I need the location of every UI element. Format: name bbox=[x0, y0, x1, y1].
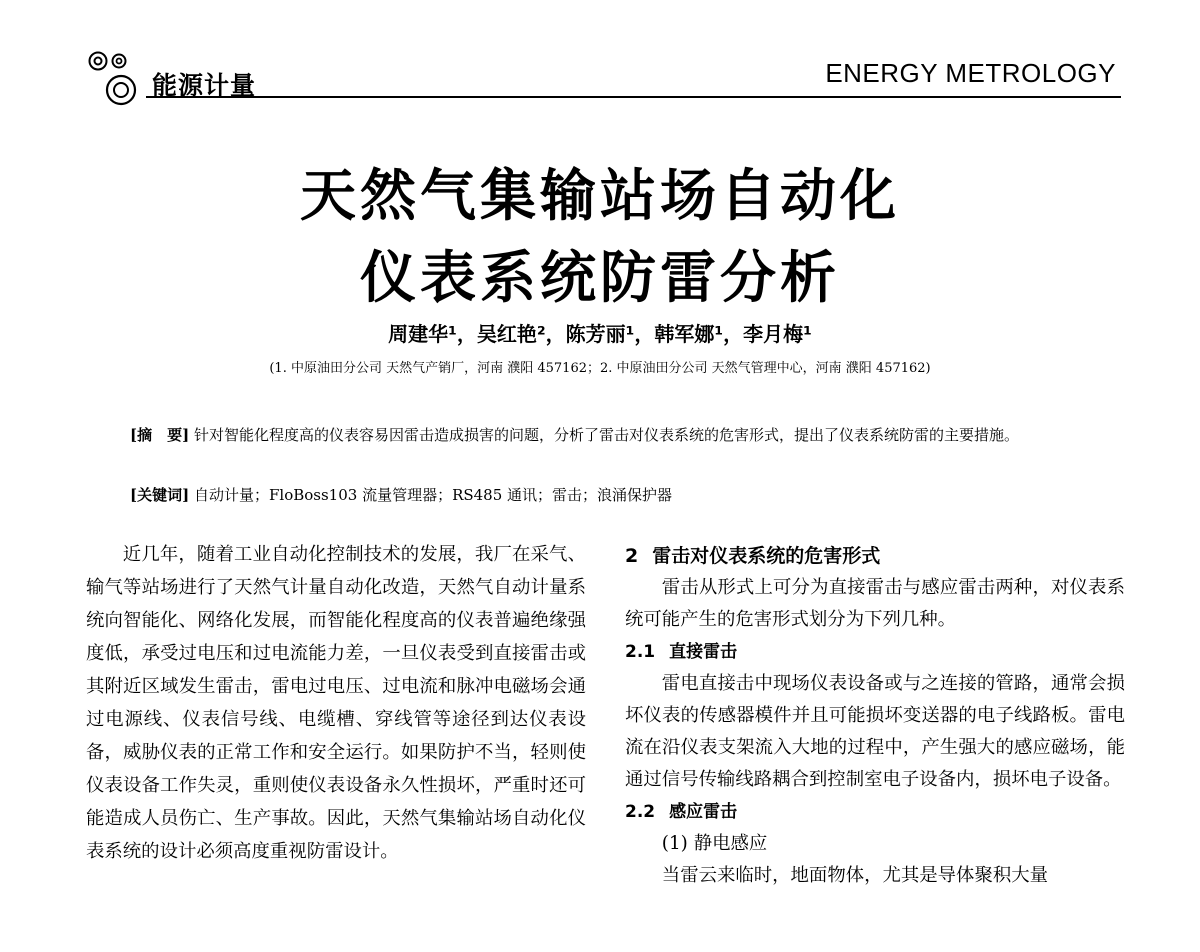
keywords-text: 自动计量；FloBoss103 流量管理器；RS485 通讯；雷击；浪涌保护器 bbox=[193, 486, 673, 504]
section-2-title: 雷击对仪表系统的危害形式 bbox=[652, 545, 881, 567]
journal-name-en: ENERGY METROLOGY bbox=[825, 58, 1116, 88]
intro-paragraph: 近几年，随着工业自动化控制技术的发展，我厂在采气、输气等站场进行了天然气计量自动化改造，天然气自动计量系统向智能化、网络化发展，而智能化程度高的仪表普遍绝缘强度低，承受过电压和过电流能力差，一旦仪表受到直接雷击或其附近区域发生雷击，雷电过电压、过电流和脉冲电磁场会通过电源线、仪表信号线、电缆槽、穿线管等途径到达仪表设备，威胁仪表的正常工作和安全运行。如果防护不当，轻则使仪表设备工作失灵，重则使仪表设备永久性损坏，严重时还可能造成人员伤亡、生产事故。因此，天然气集输站场自动化仪表系统的设计必须高度重视防雷设计。 bbox=[86, 544, 586, 862]
section-2-2-paragraph: 当雷云来临时，地面物体，尤其是导体聚积大量 bbox=[661, 865, 1049, 886]
keywords-label: [关键词] bbox=[130, 486, 190, 504]
abstract-text: 针对智能化程度高的仪表容易因雷击造成损害的问题，分析了雷击对仪表系统的危害形式，提出了仪表系统防雷的主要措施。 bbox=[193, 426, 1019, 444]
journal-logo-circles-icon bbox=[86, 44, 150, 108]
section-2-2-heading bbox=[625, 796, 1125, 828]
body-left-column bbox=[86, 538, 586, 868]
section-2-heading bbox=[625, 540, 1125, 572]
header-divider bbox=[146, 96, 1121, 98]
section-2-1-title: 直接雷击 bbox=[669, 642, 738, 662]
section-2-paragraph: 雷击从形式上可分为直接雷击与感应雷击两种，对仪表系统可能产生的危害形式划分为下列几种。 bbox=[625, 577, 1125, 630]
section-2-1-number: 2.1 bbox=[625, 642, 656, 662]
author-list: 周建华¹，吴红艳²，陈芳丽¹，韩军娜¹，李月梅¹ bbox=[388, 322, 812, 346]
section-2-2-title: 感应雷击 bbox=[669, 802, 738, 822]
keywords-block bbox=[130, 482, 1080, 508]
abstract-label: [摘 要] bbox=[130, 426, 190, 444]
article-title-line-1: 天然气集输站场自动化 bbox=[300, 163, 900, 229]
section-2-2-number: 2.2 bbox=[625, 802, 656, 822]
section-2-1-paragraph: 雷电直接击中现场仪表设备或与之连接的管路，通常会损坏仪表的传感器模件并且可能损坏变送器的电子线路板。雷电流在沿仪表支架流入大地的过程中，产生强大的感应磁场，能通过信号传输线路耦合到控制室电子设备内，损坏电子设备。 bbox=[625, 673, 1125, 790]
author-affiliations: (1. 中原油田分公司 天然气产销厂，河南 濮阳 457162；2. 中原油田分公司 天然气管理中心，河南 濮阳 457162) bbox=[269, 361, 931, 376]
body-right-column bbox=[625, 540, 1125, 892]
section-2-1-heading bbox=[625, 636, 1125, 668]
article-title-line-2: 仪表系统防雷分析 bbox=[360, 245, 840, 311]
list-item-electrostatic-induction: (1) 静电感应 bbox=[661, 833, 768, 854]
journal-name-cn: 能源计量 bbox=[152, 71, 257, 100]
abstract-block bbox=[130, 420, 1080, 451]
section-2-number: 2 bbox=[625, 545, 639, 567]
journal-header bbox=[86, 44, 306, 116]
